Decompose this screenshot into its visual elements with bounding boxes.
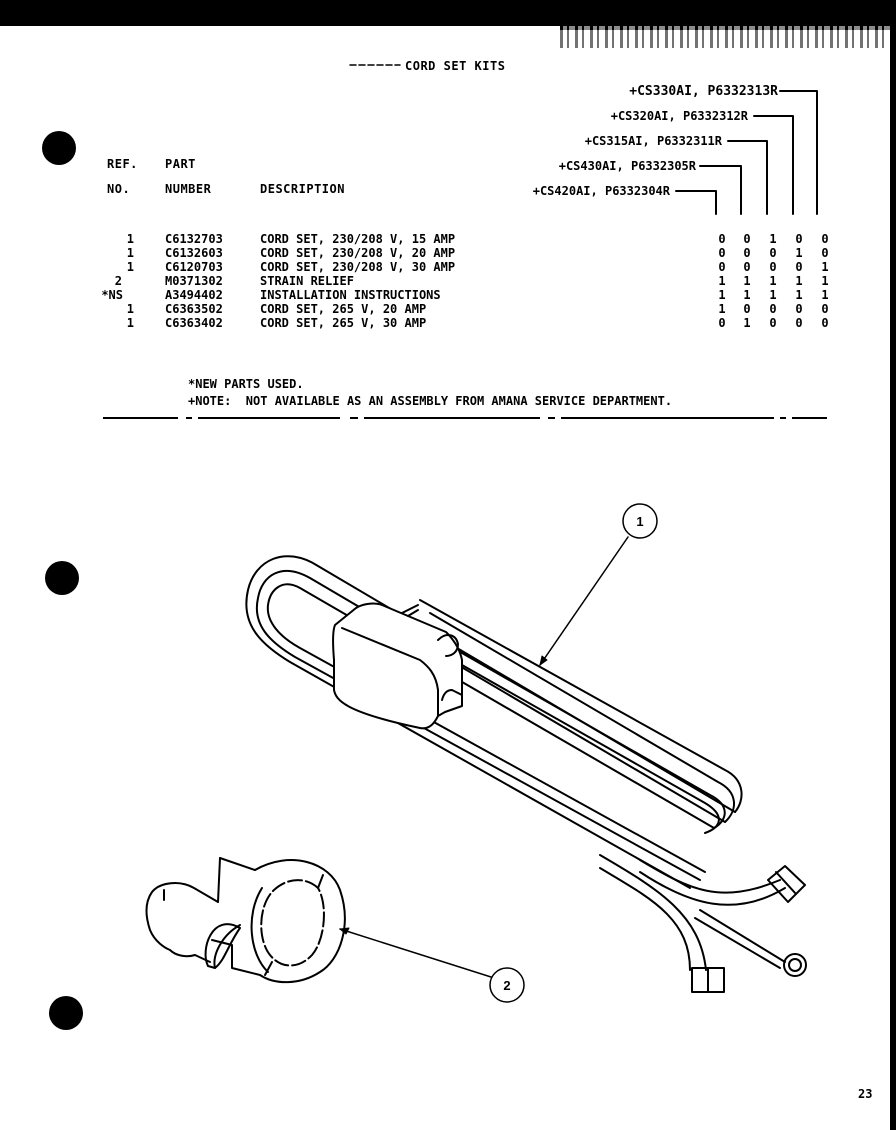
ref-no: 1 (126, 246, 134, 260)
qty-cs330ai: 0 (821, 302, 829, 316)
part-number: C6363402 (165, 316, 223, 330)
model-label-cs315ai: +CS315AI, P6332311R (584, 134, 722, 148)
qty-cs320ai: 1 (795, 246, 803, 260)
part-number: C6132603 (165, 246, 223, 260)
qty-cs420ai: 0 (718, 246, 726, 260)
model-label-cs430ai: +CS430AI, P6332305R (558, 159, 696, 173)
qty-cs330ai: 0 (821, 232, 829, 246)
header-ref-line1: REF. (107, 157, 138, 171)
qty-cs420ai: 1 (718, 288, 726, 302)
ref-no: 2 (114, 274, 122, 288)
callout-1-label: 1 (636, 514, 644, 529)
description: CORD SET, 230/208 V, 15 AMP (260, 232, 456, 246)
ref-no: 1 (126, 302, 134, 316)
qty-cs420ai: 1 (718, 302, 726, 316)
part-number: C6132703 (165, 232, 223, 246)
note-new-parts: *NEW PARTS USED. (188, 377, 304, 391)
qty-cs430ai: 0 (743, 260, 751, 274)
qty-cs330ai: 1 (821, 274, 829, 288)
qty-cs330ai: 1 (821, 260, 829, 274)
ref-no: 1 (126, 232, 134, 246)
qty-cs320ai: 0 (795, 316, 803, 330)
qty-cs320ai: 1 (795, 288, 803, 302)
description: INSTALLATION INSTRUCTIONS (260, 288, 441, 302)
qty-cs430ai: 1 (743, 316, 751, 330)
qty-cs315ai: 0 (769, 246, 777, 260)
qty-cs320ai: 0 (795, 302, 803, 316)
strain-relief-drawing (146, 858, 344, 982)
note-not-available: +NOTE: NOT AVAILABLE AS AN ASSEMBLY FROM AMANA SERVICE DEPARTMENT. (188, 394, 673, 408)
header-part-line1: PART (165, 157, 196, 171)
callout-2 (340, 928, 524, 1002)
qty-cs315ai: 1 (769, 232, 777, 246)
model-label-cs330ai: +CS330AI, P6332313R (629, 84, 778, 99)
qty-cs315ai: 1 (769, 288, 777, 302)
qty-cs315ai: 0 (769, 316, 777, 330)
qty-cs420ai: 1 (718, 274, 726, 288)
qty-cs320ai: 0 (795, 260, 803, 274)
part-number: C6120703 (165, 260, 223, 274)
description: CORD SET, 230/208 V, 20 AMP (260, 246, 456, 260)
qty-cs430ai: 0 (743, 232, 751, 246)
qty-cs320ai: 0 (795, 232, 803, 246)
qty-cs330ai: 0 (821, 316, 829, 330)
ref-no: 1 (126, 260, 134, 274)
description: CORD SET, 265 V, 30 AMP (260, 316, 427, 330)
ref-no: 1 (126, 316, 134, 330)
qty-cs330ai: 0 (821, 246, 829, 260)
model-label-cs320ai: +CS320AI, P6332312R (610, 109, 748, 123)
page-number: 23 (858, 1087, 873, 1101)
qty-cs315ai: 0 (769, 260, 777, 274)
part-number: A3494402 (165, 288, 223, 302)
qty-cs320ai: 1 (795, 274, 803, 288)
header-ref-line2: NO. (107, 182, 131, 196)
page-title: CORD SET KITS (405, 59, 506, 73)
qty-cs430ai: 1 (743, 288, 751, 302)
part-number: C6363502 (165, 302, 223, 316)
model-leader-lines (676, 91, 817, 214)
qty-cs420ai: 0 (718, 232, 726, 246)
qty-cs315ai: 0 (769, 302, 777, 316)
model-label-cs420ai: +CS420AI, P6332304R (532, 184, 670, 198)
description: CORD SET, 230/208 V, 30 AMP (260, 260, 456, 274)
header-description: DESCRIPTION (260, 182, 345, 196)
qty-cs420ai: 0 (718, 260, 726, 274)
qty-cs430ai: 1 (743, 274, 751, 288)
qty-cs430ai: 0 (743, 302, 751, 316)
ref-no: *NS (101, 288, 123, 302)
qty-cs315ai: 1 (769, 274, 777, 288)
description: CORD SET, 265 V, 20 AMP (260, 302, 427, 316)
qty-cs420ai: 0 (718, 316, 726, 330)
qty-cs330ai: 1 (821, 288, 829, 302)
part-number: M0371302 (165, 274, 223, 288)
header-part-line2: NUMBER (165, 182, 212, 196)
cord-set-drawing (246, 556, 806, 992)
callout-2-label: 2 (503, 978, 511, 993)
description: STRAIN RELIEF (260, 274, 354, 288)
qty-cs430ai: 0 (743, 246, 751, 260)
